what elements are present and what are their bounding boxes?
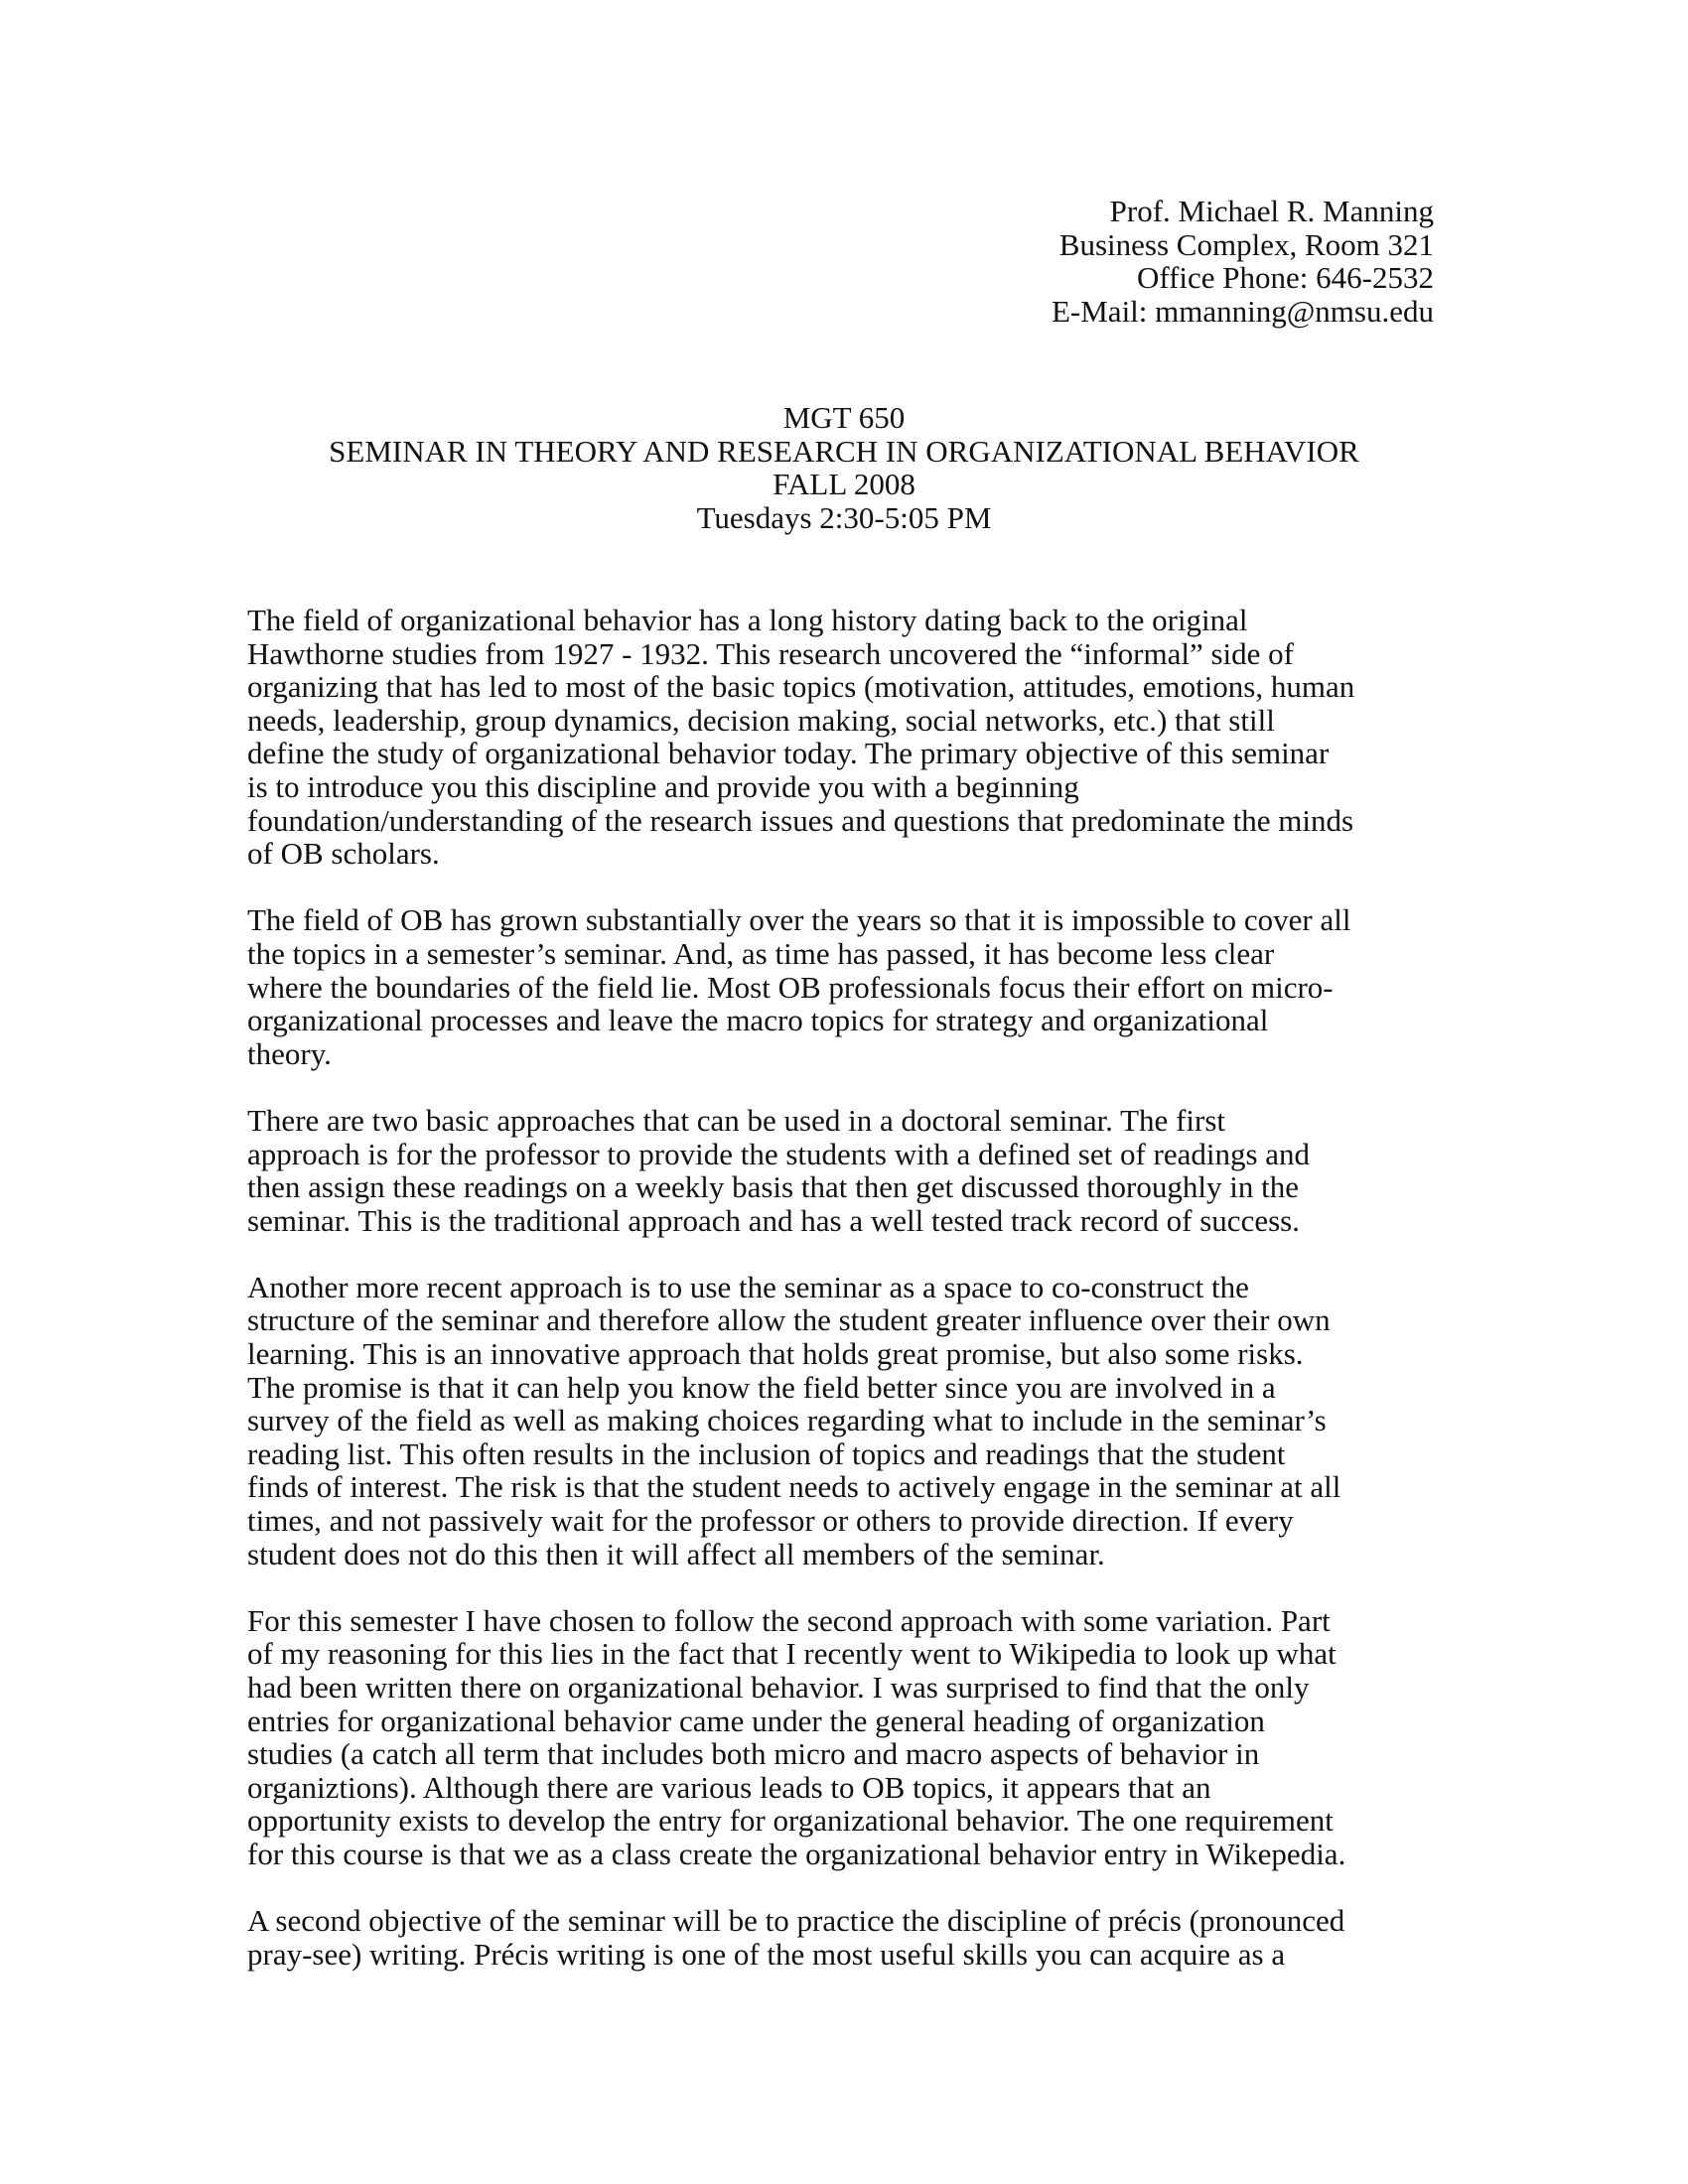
text-line: the topics in a semester’s seminar. And, as time has passed, it has become less clear (247, 935, 1275, 971)
text-line: opportunity exists to develop the entry for organizational behavior. The one requirement (247, 1803, 1334, 1839)
text-line: define the study of organizational behavior today. The primary objective of this seminar (247, 736, 1330, 771)
text-line: The field of OB has grown substantially over the years so that it is impossible to cover all (247, 902, 1351, 938)
text-line: reading list. This often results in the inclusion of topics and readings that the student (247, 1435, 1286, 1471)
text-line: The field of organizational behavior has a long history dating back to the original (247, 603, 1248, 637)
text-line: finds of interest. The risk is that the student needs to actively engage in the seminar at all (247, 1469, 1341, 1505)
text-line: pray-see) writing. Précis writing is one of the most useful skills you can acquire as a (247, 1936, 1286, 1972)
course-title: SEMINAR IN THEORY AND RESEARCH IN ORGANIZATIONAL BEHAVIOR (329, 433, 1359, 469)
text-line: times, and not passively wait for the professor or others to provide direction. If every (247, 1503, 1294, 1539)
text-line: survey of the field as well as making choices regarding what to include in the seminar’s (247, 1403, 1327, 1438)
course-code: MGT 650 (782, 400, 906, 435)
text-line: studies (a catch all term that includes both micro and macro aspects of behavior in (247, 1736, 1260, 1772)
text-line: of my reasoning for this lies in the fact that I recently went to Wikipedia to look up what (247, 1636, 1336, 1672)
text-line: needs, leadership, group dynamics, decision making, social networks, etc.) that still (247, 702, 1275, 738)
email-address: E-Mail: mmanning@nmsu.edu (1051, 293, 1434, 329)
paragraph-intro (247, 604, 1439, 871)
paragraph-precis (247, 1904, 1439, 1971)
text-line: For this semester I have chosen to follow the second approach with some variation. Part (247, 1602, 1331, 1638)
paragraph-approaches (247, 1104, 1439, 1237)
text-line: Another more recent approach is to use the seminar as a space to co-construct the (247, 1269, 1249, 1304)
text-line: of OB scholars. (247, 836, 440, 872)
text-line: organizing that has led to most of the basic topics (motivation, attitudes, emotions, human (247, 669, 1355, 705)
text-line: had been written there on organizational behavior. I was surprised to find that the only (247, 1670, 1310, 1705)
text-line: for this course is that we as a class create the organizational behavior entry in Wikepedia. (247, 1836, 1346, 1871)
text-line: There are two basic approaches that can be used in a doctoral seminar. The first (247, 1102, 1226, 1138)
text-line: organiztions). Although there are various leads to OB topics, it appears that an (247, 1769, 1211, 1805)
text-line: then assign these readings on a weekly basis that then get discussed thoroughly in the (247, 1169, 1299, 1205)
paragraph-alternative-approach (247, 1271, 1439, 1570)
course-heading (0, 401, 1688, 534)
text-line: A second objective of the seminar will be to practice the discipline of précis (pronounced (247, 1903, 1345, 1939)
professor-name: Prof. Michael R. Manning (1109, 194, 1434, 228)
course-schedule: Tuesdays 2:30-5:05 PM (696, 499, 992, 535)
contact-block (1052, 195, 1434, 328)
text-line: learning. This is an innovative approach that holds great promise, but also some risks. (247, 1336, 1304, 1372)
text-line: Hawthorne studies from 1927 - 1932. This research uncovered the “informal” side of (247, 635, 1294, 671)
text-line: foundation/understanding of the research issues and questions that predominate the minds (247, 802, 1354, 838)
text-line: entries for organizational behavior came under the general heading of organization (247, 1703, 1265, 1738)
course-term: FALL 2008 (773, 467, 915, 501)
text-line: The promise is that it can help you know the field better since you are involved in a (247, 1369, 1276, 1405)
paragraph-scope (247, 903, 1439, 1070)
text-line: student does not do this then it will affect all members of the seminar. (247, 1536, 1105, 1571)
paragraph-semester-plan (247, 1604, 1439, 1871)
body-text (247, 604, 1439, 2004)
text-line: approach is for the professor to provide the students with a defined set of readings and (247, 1136, 1311, 1171)
text-line: structure of the seminar and therefore allow the student greater influence over their own (247, 1302, 1331, 1338)
text-line: seminar. This is the traditional approach and has a well tested track record of success. (247, 1202, 1300, 1238)
text-line: is to introduce you this discipline and provide you with a beginning (247, 768, 1079, 804)
text-line: organizational processes and leave the macro topics for strategy and organizational (247, 1003, 1269, 1038)
office-phone: Office Phone: 646-2532 (1136, 260, 1434, 295)
office-location: Business Complex, Room 321 (1058, 226, 1434, 262)
text-line: theory. (247, 1035, 332, 1071)
text-line: where the boundaries of the field lie. Most OB professionals focus their effort on micro- (247, 969, 1334, 1005)
